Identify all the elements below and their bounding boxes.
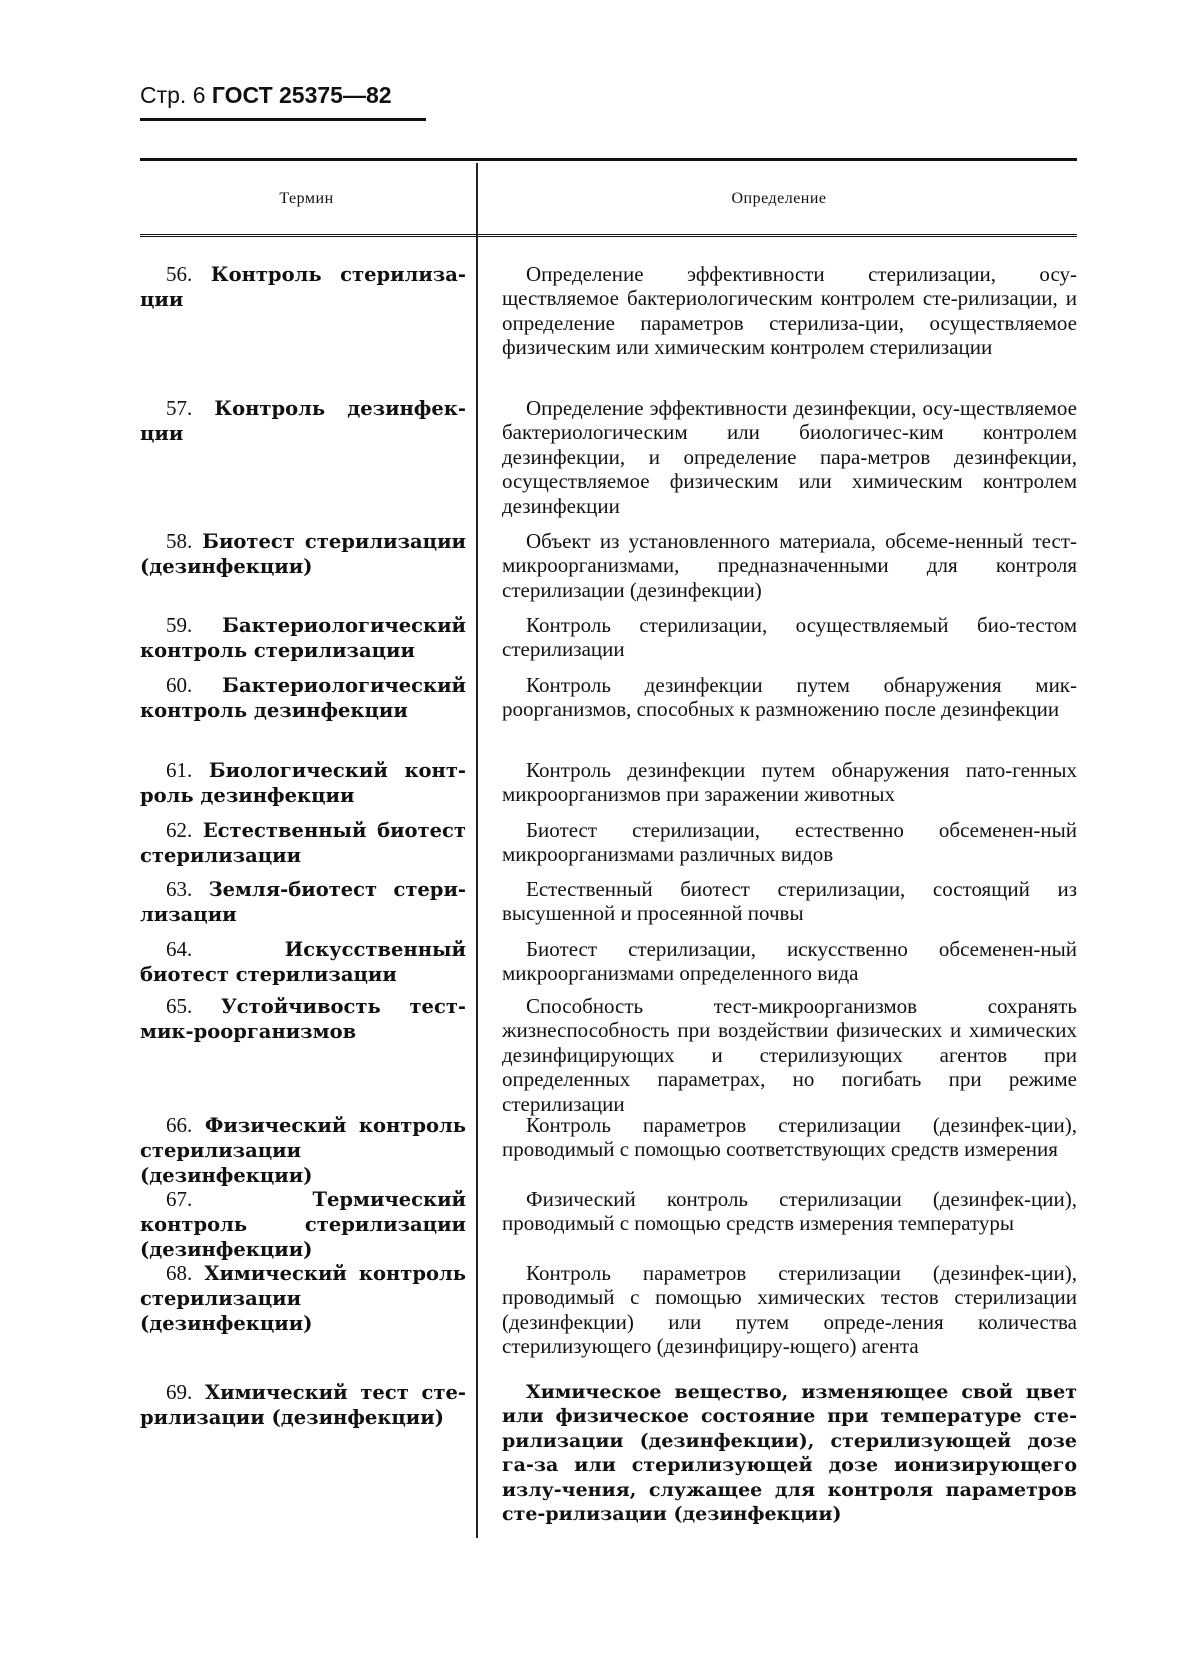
definition-cell: Объект из установленного материала, обсеме-ненный тест-микроорганизмами, предназначенными для контроля стерилизации (дезинфекции) bbox=[502, 529, 1077, 602]
standard-code: ГОСТ 25375—82 bbox=[211, 82, 392, 108]
term-cell: 66. Физический контроль стерилизации (дезинфекции) bbox=[140, 1113, 466, 1187]
definition-cell: Контроль параметров стерилизации (дезинфек-ции), проводимый с помощью химических тестов стерилизации (дезинфекции) или путем опреде-ления количества стерилизующего (дезинфициру-ющего) агента bbox=[502, 1261, 1077, 1359]
term-cell: 67. Термический контроль стерилизации (дезинфекции) bbox=[140, 1187, 466, 1261]
term-cell: 65. Устойчивость тест-мик-роорганизмов bbox=[140, 994, 466, 1043]
term-cell: 57. Контроль дезинфек-ции bbox=[140, 396, 466, 445]
term-cell: 68. Химический контроль стерилизации (дезинфекции) bbox=[140, 1261, 466, 1335]
definition-cell: Способность тест-микроорганизмов сохранять жизнеспособность при воздействии физических и химических дезинфицирующих и стерилизующих агентов при определенных параметрах, но погибать при режиме стерилизации bbox=[502, 994, 1077, 1116]
page-header bbox=[140, 82, 392, 109]
column-header-term: Термин bbox=[279, 190, 334, 207]
column-header-definition: Определение bbox=[731, 190, 827, 207]
definition-cell: Определение эффективности дезинфекции, осу-ществляемое бактериологическим или биологичес-ким контролем дезинфекции, и определение пара-метров дезинфекции, осуществляемое физическим или химическим контролем дезинфекции bbox=[502, 396, 1077, 518]
term-cell: 63. Земля-биотест стери-лизации bbox=[140, 877, 466, 926]
term-cell: 61. Биологический конт-роль дезинфекции bbox=[140, 758, 466, 807]
table-header-rule bbox=[140, 234, 1077, 237]
definition-cell: Контроль дезинфекции путем обнаружения пато-генных микроорганизмов при заражении животных bbox=[502, 758, 1077, 807]
definition-cell: Физический контроль стерилизации (дезинфек-ции), проводимый с помощью средств измерения температуры bbox=[502, 1187, 1077, 1236]
definition-cell: Контроль параметров стерилизации (дезинфек-ции), проводимый с помощью соответствующих средств измерения bbox=[502, 1113, 1077, 1162]
definition-cell: Биотест стерилизации, искусственно обсеменен-ный микроорганизмами определенного вида bbox=[502, 937, 1077, 986]
definition-cell: Химическое вещество, изменяющее свой цвет или физическое состояние при температуре сте-рилизации (дезинфекции), стерилизующей дозе га-за или стерилизующей дозе ионизирующего излу-чения, служащее для контроля параметров сте-рилизации (дезинфекции) bbox=[502, 1381, 1077, 1526]
column-divider bbox=[476, 163, 478, 1538]
table-top-rule bbox=[140, 158, 1077, 161]
definition-cell: Естественный биотест стерилизации, состоящий из высушенной и просеянной почвы bbox=[502, 877, 1077, 926]
definition-cell: Контроль стерилизации, осуществляемый био-тестом стерилизации bbox=[502, 613, 1077, 662]
term-cell: 56. Контроль стерилиза-ции bbox=[140, 262, 466, 311]
definition-cell: Контроль дезинфекции путем обнаружения мик-роорганизмов, способных к размножению после дезинфекции bbox=[502, 673, 1077, 722]
definition-cell: Определение эффективности стерилизации, осу-ществляемое бактериологическим контролем сте-рилизации, и определение параметров стерилиза-ции, осуществляемое физическим или химическим контролем стерилизации bbox=[502, 262, 1077, 360]
term-cell: 64. Искусственный биотест стерилизации bbox=[140, 937, 466, 986]
term-cell: 59. Бактериологический контроль стерилизации bbox=[140, 613, 466, 662]
header-rule bbox=[140, 118, 426, 121]
term-cell: 62. Естественный биотест стерилизации bbox=[140, 818, 466, 867]
term-cell: 58. Биотест стерилизации (дезинфекции) bbox=[140, 529, 466, 578]
term-cell: 60. Бактериологический контроль дезинфекции bbox=[140, 673, 466, 722]
page-number: Стр. 6 bbox=[140, 82, 206, 108]
term-cell: 69. Химический тест сте-рилизации (дезинфекции) bbox=[140, 1380, 466, 1429]
definition-cell: Биотест стерилизации, естественно обсеменен-ный микроорганизмами различных видов bbox=[502, 818, 1077, 867]
